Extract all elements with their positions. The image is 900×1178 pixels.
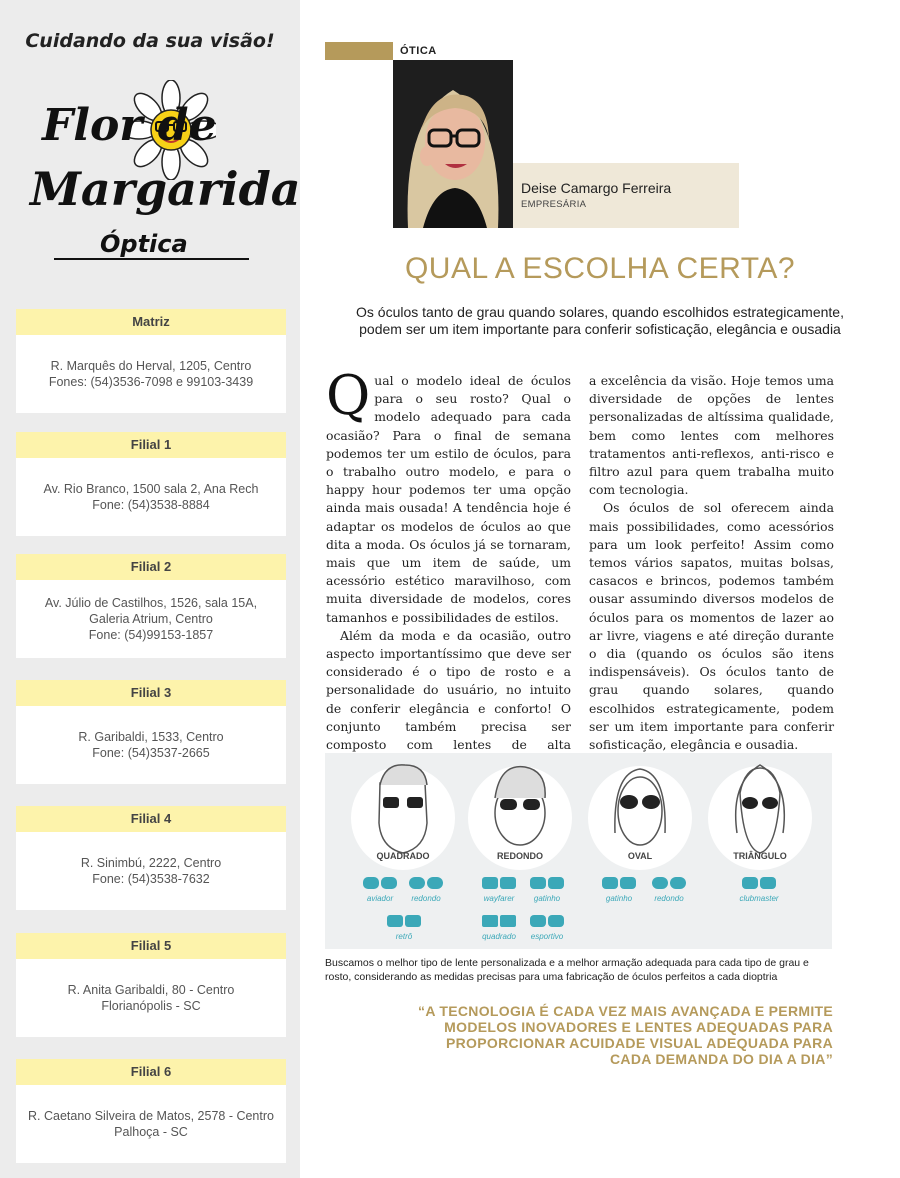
store-logo bbox=[30, 80, 301, 270]
branch-line: Av. Júlio de Castilhos, 1526, sala 15A, bbox=[44, 596, 258, 610]
section-label: ÓTICA bbox=[400, 45, 437, 57]
glasses-style-label: redondo bbox=[411, 894, 441, 903]
branch-line: Fone: (54)3538-7632 bbox=[92, 872, 210, 886]
branch-line: Fone: (54)99153-1857 bbox=[88, 628, 214, 642]
branch-title: Filial 6 bbox=[16, 1059, 286, 1085]
branch-card-filial-6 bbox=[16, 1059, 286, 1163]
branch-line: R. Sinimbú, 2222, Centro bbox=[80, 856, 222, 870]
branch-title: Filial 2 bbox=[16, 554, 286, 580]
branch-line: R. Marquês do Herval, 1205, Centro bbox=[50, 359, 252, 373]
paragraph bbox=[326, 364, 571, 627]
glasses-style-label: wayfarer bbox=[483, 894, 515, 903]
glasses-style-label: gatinho bbox=[533, 894, 561, 903]
paragraph: Além da moda e da ocasião, outro aspecto importantíssimo que deve ser considerado é o tipo de rosto e a personalidade do usuário, no intuito de conferir elegância e conforto! O conjunto também precisa ser composto com lentes de alta bbox=[326, 627, 571, 753]
glasses-style-label: redondo bbox=[654, 894, 684, 903]
branch-address bbox=[16, 1085, 286, 1163]
branch-address bbox=[16, 335, 286, 413]
image-caption: Buscamos o melhor tipo de lente personalizada e a melhor armação adequada para cada tipo de grau e rosto, considerando as medidas precisas para uma fabricação de óculos perfeitos a cada dioptria bbox=[325, 957, 809, 983]
article-subhead: Os óculos tanto de grau quando solares, quando escolhidos estrategicamente, podem ser um item importante para conferir sofisticação, elegância e ousadia bbox=[356, 304, 844, 337]
face-shape-label: REDONDO bbox=[496, 851, 543, 861]
logo-line-2: Margarida bbox=[30, 162, 301, 216]
branch-card-matriz bbox=[16, 309, 286, 413]
sidebar bbox=[0, 0, 300, 1178]
branch-line: Fone: (54)3538-8884 bbox=[92, 498, 210, 512]
branch-address bbox=[16, 458, 286, 536]
author-box bbox=[513, 163, 739, 228]
branch-title: Matriz bbox=[16, 309, 286, 335]
glasses-style-label: esportivo bbox=[530, 932, 564, 941]
article-column-2 bbox=[589, 372, 834, 754]
face-shape-label: OVAL bbox=[627, 851, 653, 861]
paragraph-text: ual o modelo ideal de óculos para o seu rosto? Qual o modelo adequado para cada ocasião? Para o final de semana podemos ter um estilo de óculos, para o trabalho outro modelo, e para o happy hour podemos ter uma opção ainda mais ousada! A tendência hoje é adaptar os modelos de óculos ao que dita a moda. Os óculos já se tornaram, mais que um item de saúde, um acessório estético maravilhoso, com muita diversidade de modelos, cores tamanhos e possibilidades de estilos. bbox=[326, 373, 571, 625]
branch-card-filial-1 bbox=[16, 432, 286, 536]
glasses-style-label: clubmaster bbox=[739, 894, 779, 903]
branch-address bbox=[16, 580, 286, 658]
glasses-style-label: retrô bbox=[395, 932, 413, 941]
paragraph: a excelência da visão. Hoje temos uma diversidade de opções de lentes personalizadas de altíssima qualidade, bem como lentes com melhores tratamentos anti-reflexos, anti-risco e filtro azul para quem trabalha muito com tecnologia. bbox=[589, 373, 834, 498]
branch-card-filial-3 bbox=[16, 680, 286, 784]
branch-line: Fones: (54)3536-7098 e 99103-3439 bbox=[48, 375, 254, 389]
face-shapes-illustration bbox=[325, 753, 832, 949]
face-shape-label: TRIÂNGULO bbox=[733, 851, 787, 861]
branch-card-filial-2 bbox=[16, 554, 286, 658]
author-portrait-image bbox=[393, 60, 513, 228]
author-photo bbox=[393, 60, 513, 228]
author-name: Deise Camargo Ferreira bbox=[521, 180, 672, 196]
article-headline: QUAL A ESCOLHA CERTA? bbox=[404, 252, 796, 285]
face-shape-label: QUADRADO bbox=[376, 851, 430, 861]
logo-underline bbox=[54, 258, 249, 260]
glasses-style-label: aviador bbox=[366, 894, 394, 903]
branch-line: Palhoça - SC bbox=[114, 1125, 188, 1139]
branch-line: R. Garibaldi, 1533, Centro bbox=[78, 730, 224, 744]
branch-title: Filial 5 bbox=[16, 933, 286, 959]
section-accent-bar bbox=[325, 42, 393, 60]
branch-line: Fone: (54)3537-2665 bbox=[92, 746, 210, 760]
branch-card-filial-5 bbox=[16, 933, 286, 1037]
branch-title: Filial 1 bbox=[16, 432, 286, 458]
branch-address bbox=[16, 832, 286, 910]
drop-cap: Q bbox=[326, 364, 371, 427]
paragraph: Os óculos de sol oferecem ainda mais possibilidades, como acessórios para um look perfeito! Assim como temos vários sapatos, muitas bolsas, casacos e brincos, podemos também ousar assumindo diversos modelos de óculos para os momentos de lazer ao ar livre, viagens e até direção durante o dia (quando os óculos são itens indispensáveis). Os óculos tanto de grau quando solares, quando escolhidos estrategicamente, podem ser um item importante para conferir sofisticação, elegância e ousadia. bbox=[589, 500, 834, 753]
branch-line: Florianópolis - SC bbox=[101, 999, 201, 1013]
branch-card-filial-4 bbox=[16, 806, 286, 910]
glasses-style-label: gatinho bbox=[605, 894, 633, 903]
tagline: Cuidando da sua visão! bbox=[25, 30, 275, 52]
logo-line-3: Óptica bbox=[100, 230, 188, 258]
branch-line: R. Anita Garibaldi, 80 - Centro bbox=[67, 983, 235, 997]
branch-line: Av. Rio Branco, 1500 sala 2, Ana Rech bbox=[43, 482, 259, 496]
branch-address bbox=[16, 959, 286, 1037]
branch-line: R. Caetano Silveira de Matos, 2578 - Centro bbox=[28, 1109, 274, 1123]
branch-title: Filial 4 bbox=[16, 806, 286, 832]
branch-title: Filial 3 bbox=[16, 680, 286, 706]
article-column-1 bbox=[326, 364, 571, 772]
pull-quote: “A TECNOLOGIA É CADA VEZ MAIS AVANÇADA E PERMITE MODELOS INOVADORES E LENTES ADEQUADAS PARA PROPORCIONAR ACUIDADE VISUAL ADEQUADA PARA CADA DEMANDA DO DIA A DIA” bbox=[418, 1003, 833, 1067]
author-role: EMPRESÁRIA bbox=[521, 199, 587, 210]
branch-line: Galeria Atrium, Centro bbox=[89, 612, 213, 626]
branch-address bbox=[16, 706, 286, 784]
logo-line-1: Flor de bbox=[42, 100, 217, 151]
glasses-style-label: quadrado bbox=[482, 932, 516, 941]
